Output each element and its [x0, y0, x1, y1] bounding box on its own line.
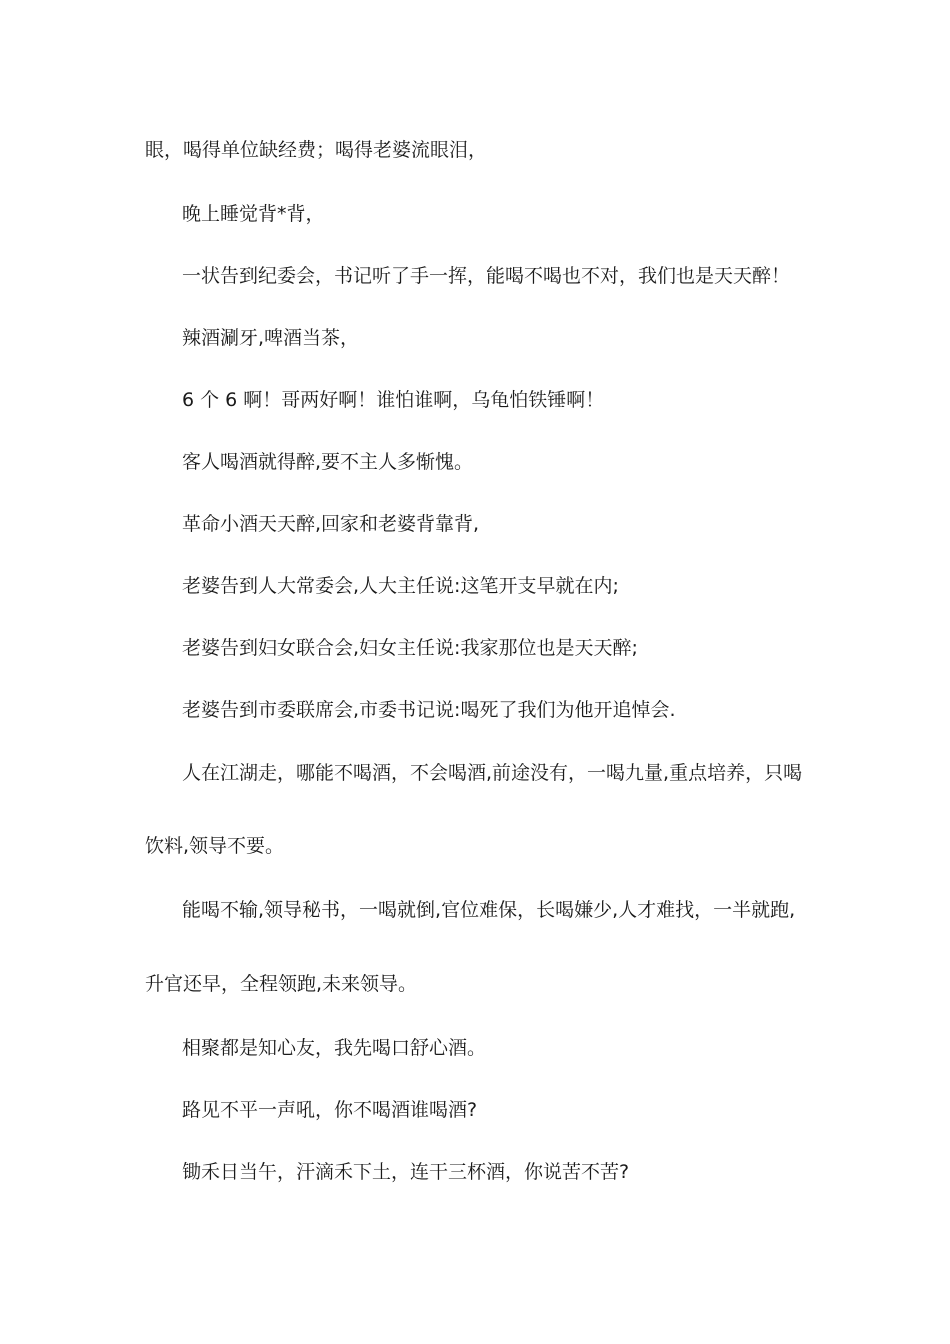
text-line: 能喝不输,领导秘书，一喝就倒,官位难保，长喝嫌少,人才难找，一半就跑, — [182, 899, 796, 921]
text-line: 晚上睡觉背*背， — [182, 203, 325, 225]
text-line: 饮料,领导不要。 — [145, 835, 285, 857]
text-line: 一状告到纪委会，书记听了手一挥，能喝不喝也不对，我们也是天天醉！ — [182, 265, 791, 287]
text-line: 老婆告到人大常委会,人大主任说:这笔开支早就在内; — [182, 575, 619, 597]
text-line: 辣酒涮牙,啤酒当茶， — [182, 327, 360, 349]
text-line: 老婆告到妇女联合会,妇女主任说:我家那位也是天天醉; — [182, 637, 638, 659]
text-line: 升官还早，全程领跑,未来领导。 — [145, 973, 418, 995]
text-line: 路见不平一声吼，你不喝酒谁喝酒? — [182, 1099, 478, 1121]
text-line: 锄禾日当午，汗滴禾下土，连干三杯酒，你说苦不苦? — [182, 1161, 630, 1183]
text-line: 6 个 6 啊！哥两好啊！谁怕谁啊，乌龟怕铁锤啊！ — [182, 389, 605, 411]
text-line: 眼，喝得单位缺经费；喝得老婆流眼泪， — [145, 139, 488, 161]
text-line: 老婆告到市委联席会,市委书记说:喝死了我们为他开追悼会. — [182, 699, 676, 721]
text-line: 人在江湖走，哪能不喝酒，不会喝酒,前途没有，一喝九量,重点培养，只喝 — [182, 762, 803, 784]
text-line: 客人喝酒就得醉,要不主人多惭愧。 — [182, 451, 474, 473]
text-line: 相聚都是知心友，我先喝口舒心酒。 — [182, 1037, 487, 1059]
text-line: 革命小酒天天醉,回家和老婆背靠背, — [182, 513, 480, 535]
